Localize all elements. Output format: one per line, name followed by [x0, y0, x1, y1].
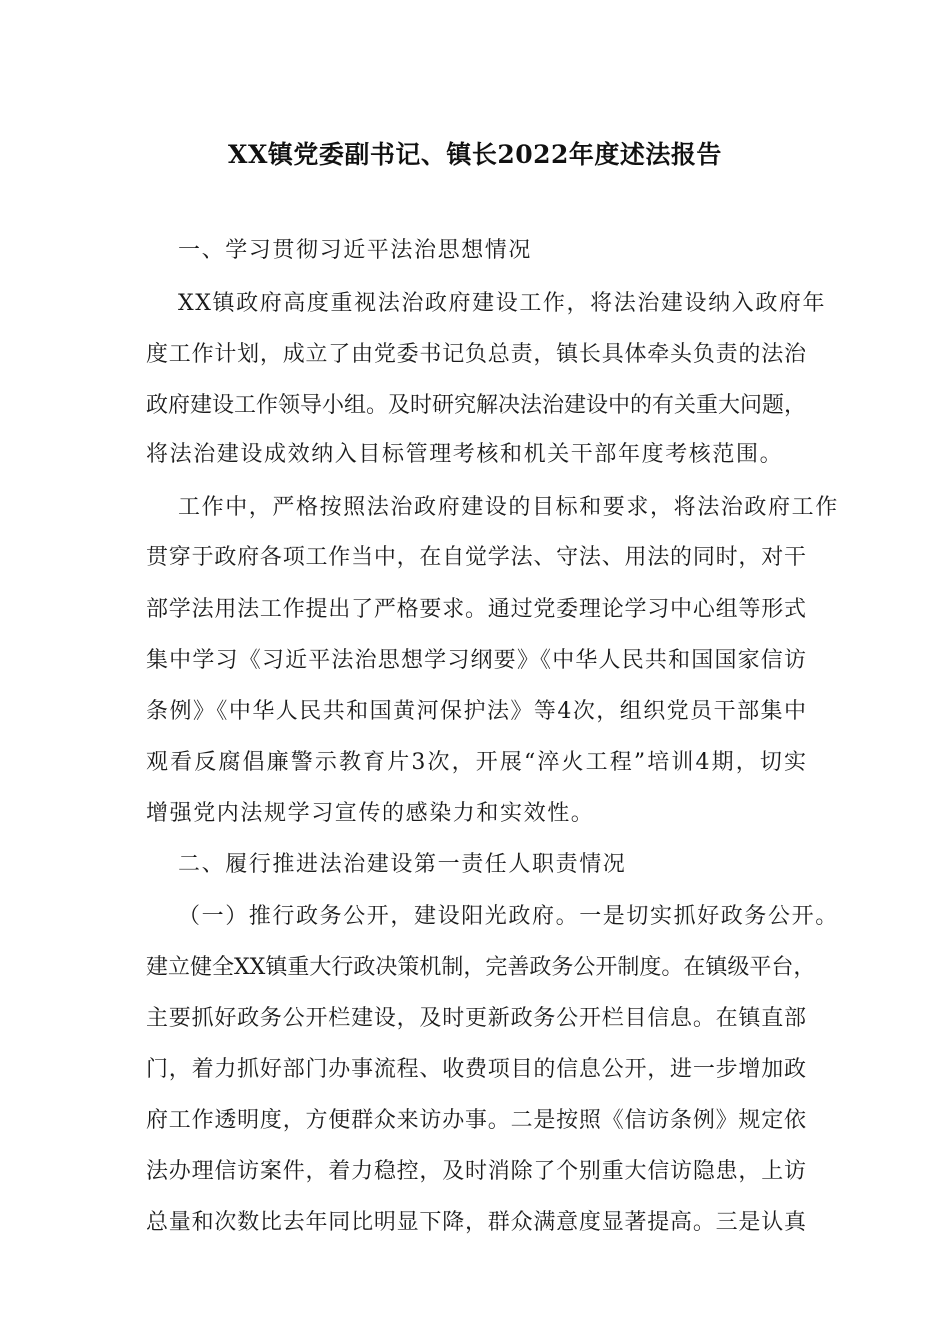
paragraph-line: 政府建设工作领导小组。及时研究解决法治建设中的有关重大问题，: [146, 393, 807, 418]
paragraph-line: 门，着力抓好部门办事流程、收费项目的信息公开，进一步增加政: [146, 1057, 806, 1082]
paragraph-line: 将法治建设成效纳入目标管理考核和机关干部年度考核范围。: [146, 442, 784, 467]
document-title: XX镇党委副书记、镇长2022年度述法报告: [228, 140, 722, 169]
paragraph-line: 集中学习《习近平法治思想学习纲要》《中华人民共和国国家信访: [146, 648, 806, 673]
paragraph-line: 部学法用法工作提出了严格要求。通过党委理论学习中心组等形式: [146, 597, 806, 622]
paragraph-line: 度工作计划，成立了由党委书记负总责，镇长具体牵头负责的法治: [146, 342, 806, 367]
paragraph-line: 条例》《中华人民共和国黄河保护法》等4次，组织党员干部集中: [146, 699, 806, 724]
section-heading-2: 二、履行推进法治建设第一责任人职责情况: [178, 852, 627, 877]
paragraph-line: 工作中，严格按照法治政府建设的目标和要求，将法治政府工作: [178, 495, 839, 520]
paragraph-line: 府工作透明度，方便群众来访办事。二是按照《信访条例》规定依: [146, 1108, 806, 1133]
paragraph-line: 总量和次数比去年同比明显下降，群众满意度显著提高。三是认真: [146, 1210, 806, 1235]
paragraph-line: 主要抓好政务公开栏建设，及时更新政务公开栏目信息。在镇直部: [146, 1006, 806, 1031]
section-heading-1: 一、学习贯彻习近平法治思想情况: [178, 238, 533, 263]
paragraph-line: 法办理信访案件，着力稳控，及时消除了个别重大信访隐患，上访: [146, 1159, 806, 1184]
paragraph-line: XX镇政府高度重视法治政府建设工作，将法治建设纳入政府年: [178, 291, 827, 316]
paragraph-line: （一）推行政务公开，建设阳光政府。一是切实抓好政务公开。: [178, 904, 839, 929]
paragraph-line: 贯穿于政府各项工作当中，在自觉学法、守法、用法的同时，对干: [146, 545, 806, 570]
paragraph-line: 建立健全XX镇重大行政决策机制，完善政务公开制度。在镇级平台，: [146, 955, 816, 980]
paragraph-line: 增强党内法规学习宣传的感染力和实效性。: [146, 801, 595, 826]
paragraph-line: 观看反腐倡廉警示教育片3次，开展“淬火工程”培训4期，切实: [146, 750, 806, 775]
